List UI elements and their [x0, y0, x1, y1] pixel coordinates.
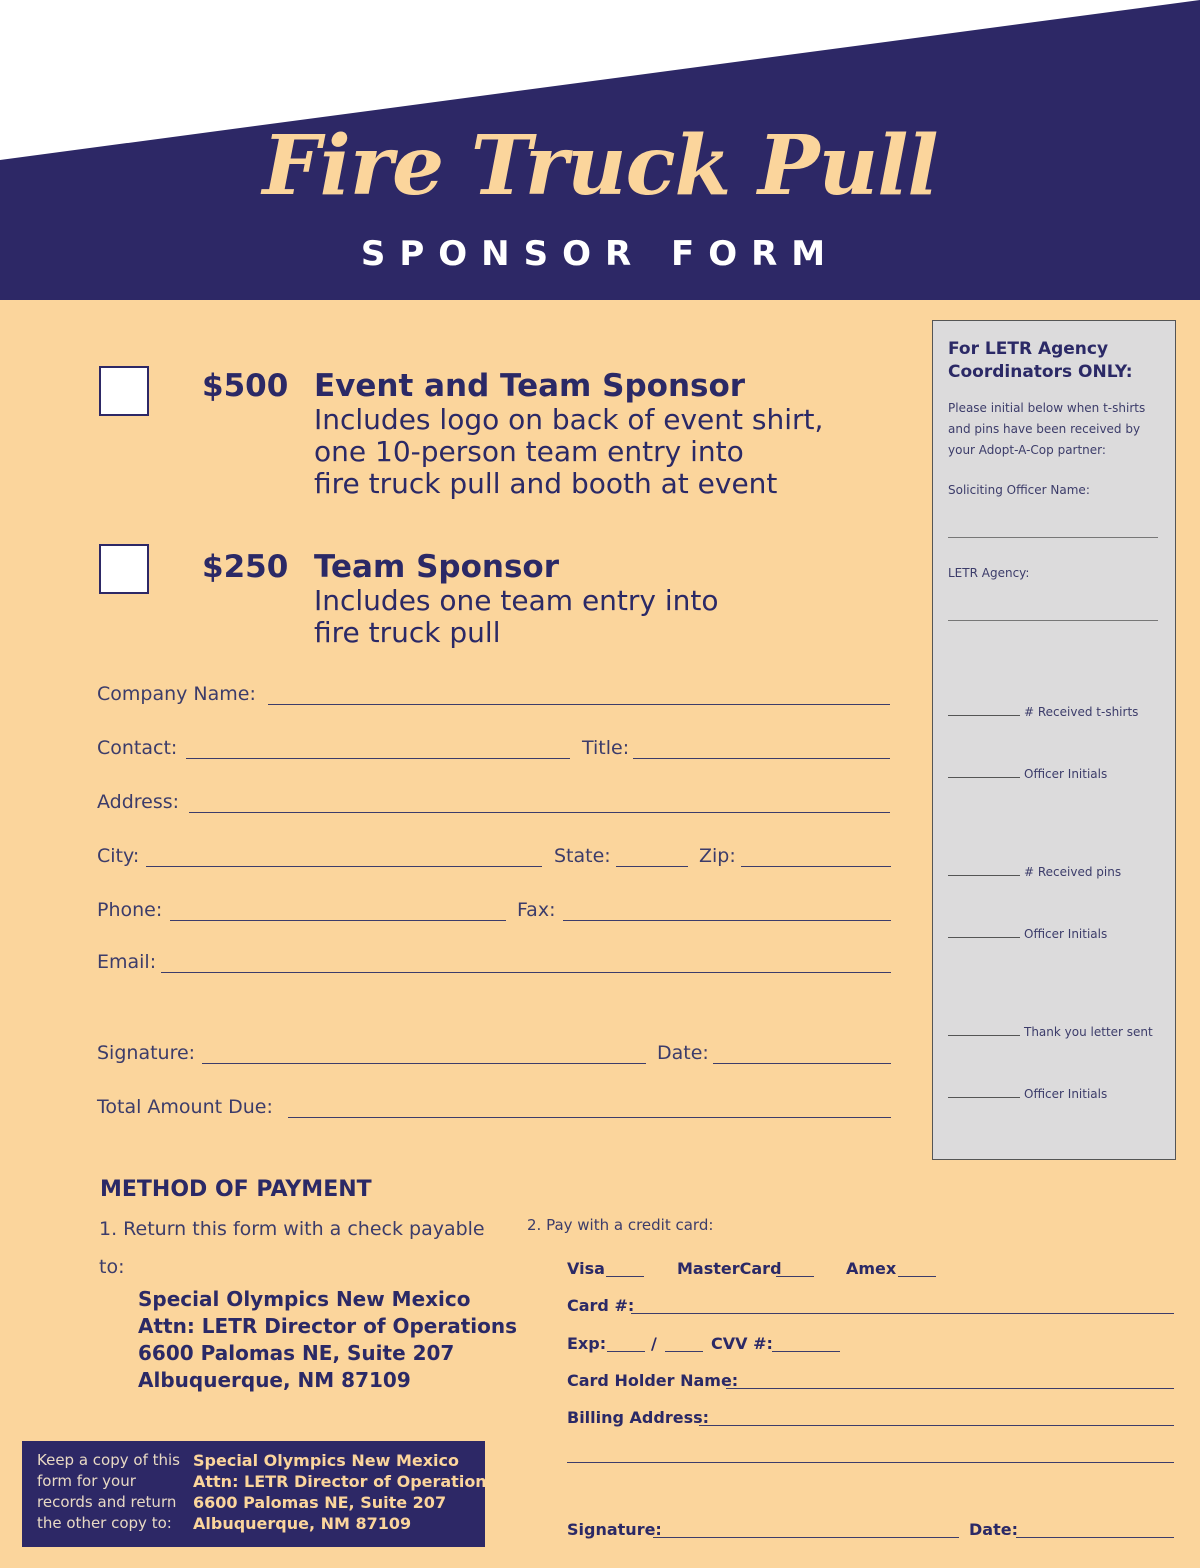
fax-field[interactable]	[563, 920, 891, 921]
address-line: Albuquerque, NM 87109	[193, 1514, 412, 1533]
exp-month-field[interactable]	[607, 1351, 645, 1352]
signature-field[interactable]	[202, 1063, 646, 1064]
amex-label: Amex	[846, 1259, 897, 1278]
mastercard-label: MasterCard	[677, 1259, 782, 1278]
tier-name: Team Sponsor	[314, 549, 559, 585]
payment-heading: METHOD OF PAYMENT	[100, 1177, 372, 1202]
city-label: City:	[97, 845, 140, 867]
letr-agency-field[interactable]	[948, 620, 1158, 621]
address-line: Special Olympics New Mexico	[193, 1451, 459, 1470]
soliciting-officer-field[interactable]	[948, 537, 1158, 538]
officer-initials-label: Officer Initials	[1024, 927, 1108, 941]
payment-option-check: 1. Return this form with a check payable	[99, 1218, 485, 1240]
exp-slash: /	[651, 1334, 657, 1353]
received-tshirts-label: # Received t-shirts	[1024, 705, 1139, 719]
email-label: Email:	[97, 951, 157, 973]
cc-signature-field[interactable]	[653, 1537, 959, 1538]
address-line: Attn: LETR Director of Operations	[138, 1314, 518, 1338]
address-line: Attn: LETR Director of Operations	[193, 1472, 497, 1491]
email-field[interactable]	[161, 972, 891, 973]
state-label: State:	[554, 845, 611, 867]
officer-initials-row-3[interactable]	[948, 1087, 1107, 1101]
page-title: Fire Truck Pull	[262, 118, 938, 214]
letr-agency-label: LETR Agency:	[948, 566, 1030, 580]
soliciting-officer-label: Soliciting Officer Name:	[948, 483, 1090, 497]
officer-initials-row-2[interactable]	[948, 927, 1107, 941]
address-label: Address:	[97, 791, 180, 813]
card-holder-name-label: Card Holder Name:	[567, 1371, 739, 1390]
return-address	[193, 1450, 496, 1534]
thank-you-letter-row[interactable]	[948, 1025, 1153, 1039]
exp-year-field[interactable]	[665, 1351, 703, 1352]
officer-initials-label: Officer Initials	[1024, 1087, 1108, 1101]
tier-price: $500	[202, 368, 289, 404]
officer-initials-row-1[interactable]	[948, 767, 1107, 781]
received-tshirts-row[interactable]	[948, 705, 1138, 719]
state-field[interactable]	[616, 866, 688, 867]
contact-label: Contact:	[97, 737, 178, 759]
page-subtitle: SPONSOR FORM	[360, 234, 840, 274]
address-field[interactable]	[189, 812, 890, 813]
billing-address-field[interactable]	[699, 1425, 1174, 1426]
fax-label: Fax:	[517, 899, 556, 921]
date-field[interactable]	[713, 1063, 891, 1064]
mastercard-field[interactable]	[776, 1276, 814, 1277]
payment-option-check-cont: to:	[99, 1256, 125, 1278]
card-holder-name-field[interactable]	[726, 1388, 1174, 1389]
city-field[interactable]	[146, 866, 542, 867]
company-name-field[interactable]	[268, 704, 890, 705]
total-amount-field[interactable]	[288, 1117, 891, 1118]
thank-you-letter-label: Thank you letter sent	[1024, 1025, 1153, 1039]
card-number-field[interactable]	[631, 1313, 1174, 1314]
billing-address-field-2[interactable]	[567, 1462, 1174, 1463]
phone-label: Phone:	[97, 899, 163, 921]
zip-field[interactable]	[741, 866, 891, 867]
coordinator-panel-note: Please initial below when t-shirts and pins have been received by your Adopt-A-Cop partner:	[948, 401, 1146, 457]
received-pins-label: # Received pins	[1024, 865, 1122, 879]
amex-field[interactable]	[898, 1276, 936, 1277]
company-name-label: Company Name:	[97, 683, 256, 705]
contact-field[interactable]	[186, 758, 570, 759]
cvv-field[interactable]	[772, 1351, 840, 1352]
cvv-label: CVV #:	[711, 1334, 773, 1353]
phone-field[interactable]	[170, 920, 506, 921]
sponsor-500-checkbox[interactable]	[99, 366, 149, 416]
tier-description: Includes one team entry into fire truck pull	[314, 584, 719, 649]
received-pins-row[interactable]	[948, 865, 1121, 879]
address-line: Special Olympics New Mexico	[138, 1287, 471, 1311]
tier-price: $250	[202, 549, 289, 585]
address-line: 6600 Palomas NE, Suite 207	[193, 1493, 447, 1512]
mailing-address	[138, 1286, 517, 1394]
cc-date-field[interactable]	[1016, 1537, 1174, 1538]
tier-description: Includes logo on back of event shirt, one 10-person team entry into fire truck pull and booth at event	[314, 403, 824, 500]
tier-name: Event and Team Sponsor	[314, 368, 746, 404]
address-line: Albuquerque, NM 87109	[138, 1368, 411, 1392]
billing-address-label: Billing Address:	[567, 1408, 710, 1427]
payment-option-credit: 2. Pay with a credit card:	[527, 1216, 714, 1234]
cc-date-label: Date:	[969, 1520, 1018, 1539]
officer-initials-label: Officer Initials	[1024, 767, 1108, 781]
exp-label: Exp:	[567, 1334, 607, 1353]
cc-signature-label: Signature:	[567, 1520, 662, 1539]
address-line: 6600 Palomas NE, Suite 207	[138, 1341, 455, 1365]
sponsor-250-checkbox[interactable]	[99, 544, 149, 594]
title-field[interactable]	[633, 758, 890, 759]
zip-label: Zip:	[699, 845, 736, 867]
date-label: Date:	[657, 1042, 709, 1064]
card-number-label: Card #:	[567, 1296, 635, 1315]
title-label: Title:	[582, 737, 630, 759]
coordinator-panel-title: For LETR Agency Coordinators ONLY:	[948, 339, 1133, 382]
visa-field[interactable]	[606, 1276, 644, 1277]
visa-label: Visa	[567, 1259, 605, 1278]
signature-label: Signature:	[97, 1042, 196, 1064]
total-amount-label: Total Amount Due:	[97, 1096, 273, 1118]
keep-copy-text: Keep a copy of this form for your records and return the other copy to:	[37, 1451, 180, 1532]
